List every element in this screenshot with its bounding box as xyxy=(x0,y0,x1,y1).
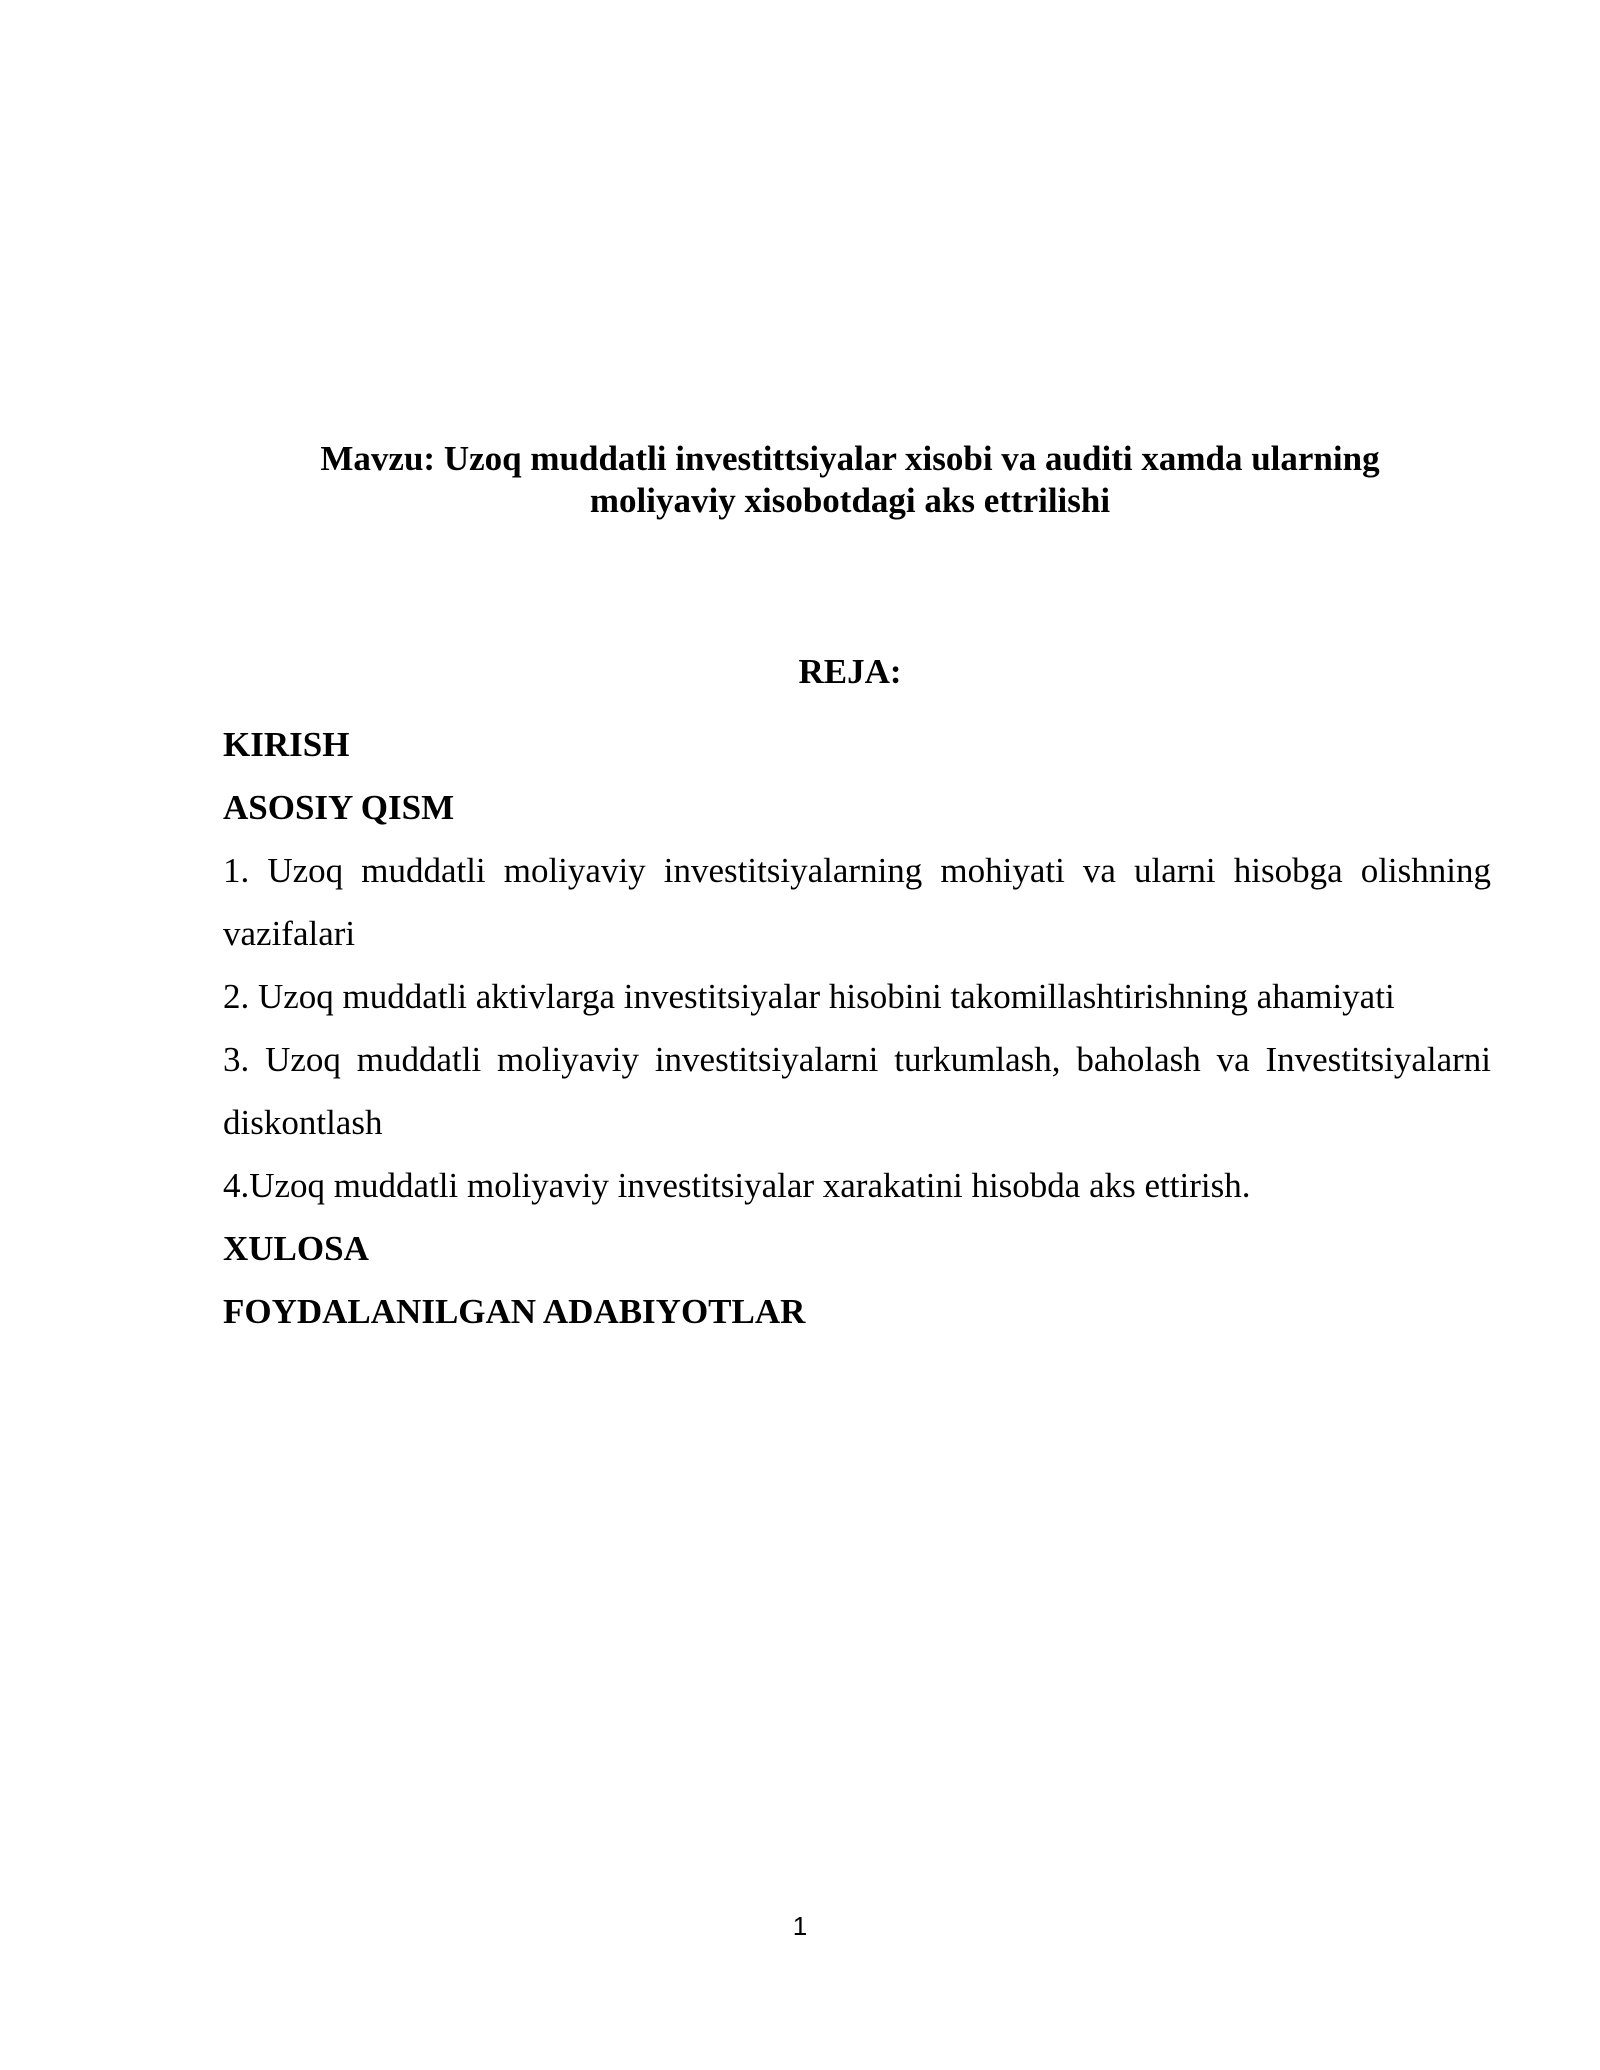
section-references: FOYDALANILGAN ADABIYOTLAR xyxy=(223,1292,806,1331)
title-line-2: moliyaviy xisobotdagi aks ettrilishi xyxy=(589,481,1111,520)
section-intro: KIRISH xyxy=(223,725,350,764)
page-number: 1 xyxy=(792,1911,808,1941)
plan-item-3: 3. Uzoq muddatli moliyaviy investitsiyalarni turkumlash, baholash va Investitsiyalarni diskontlash xyxy=(223,1040,1491,1142)
section-conclusion: XULOSA xyxy=(223,1229,369,1268)
section-main-part: ASOSIY QISM xyxy=(223,788,455,827)
plan-item-1: 1. Uzoq muddatli moliyaviy investitsiyalarning mohiyati va ularni hisobga olishning vazifalari xyxy=(223,851,1491,953)
document-title xyxy=(200,438,1500,522)
plan-item-4: 4.Uzoq muddatli moliyaviy investitsiyalar xarakatini hisobda aks ettirish. xyxy=(223,1166,1251,1205)
plan-heading: REJA: xyxy=(798,652,902,691)
plan-list xyxy=(223,713,1491,1343)
title-line-1: Mavzu: Uzoq muddatli investittsiyalar xisobi va auditi xamda ularning xyxy=(320,439,1380,478)
plan-item-2: 2. Uzoq muddatli aktivlarga investitsiyalar hisobini takomillashtirishning ahamiyati xyxy=(223,977,1395,1016)
